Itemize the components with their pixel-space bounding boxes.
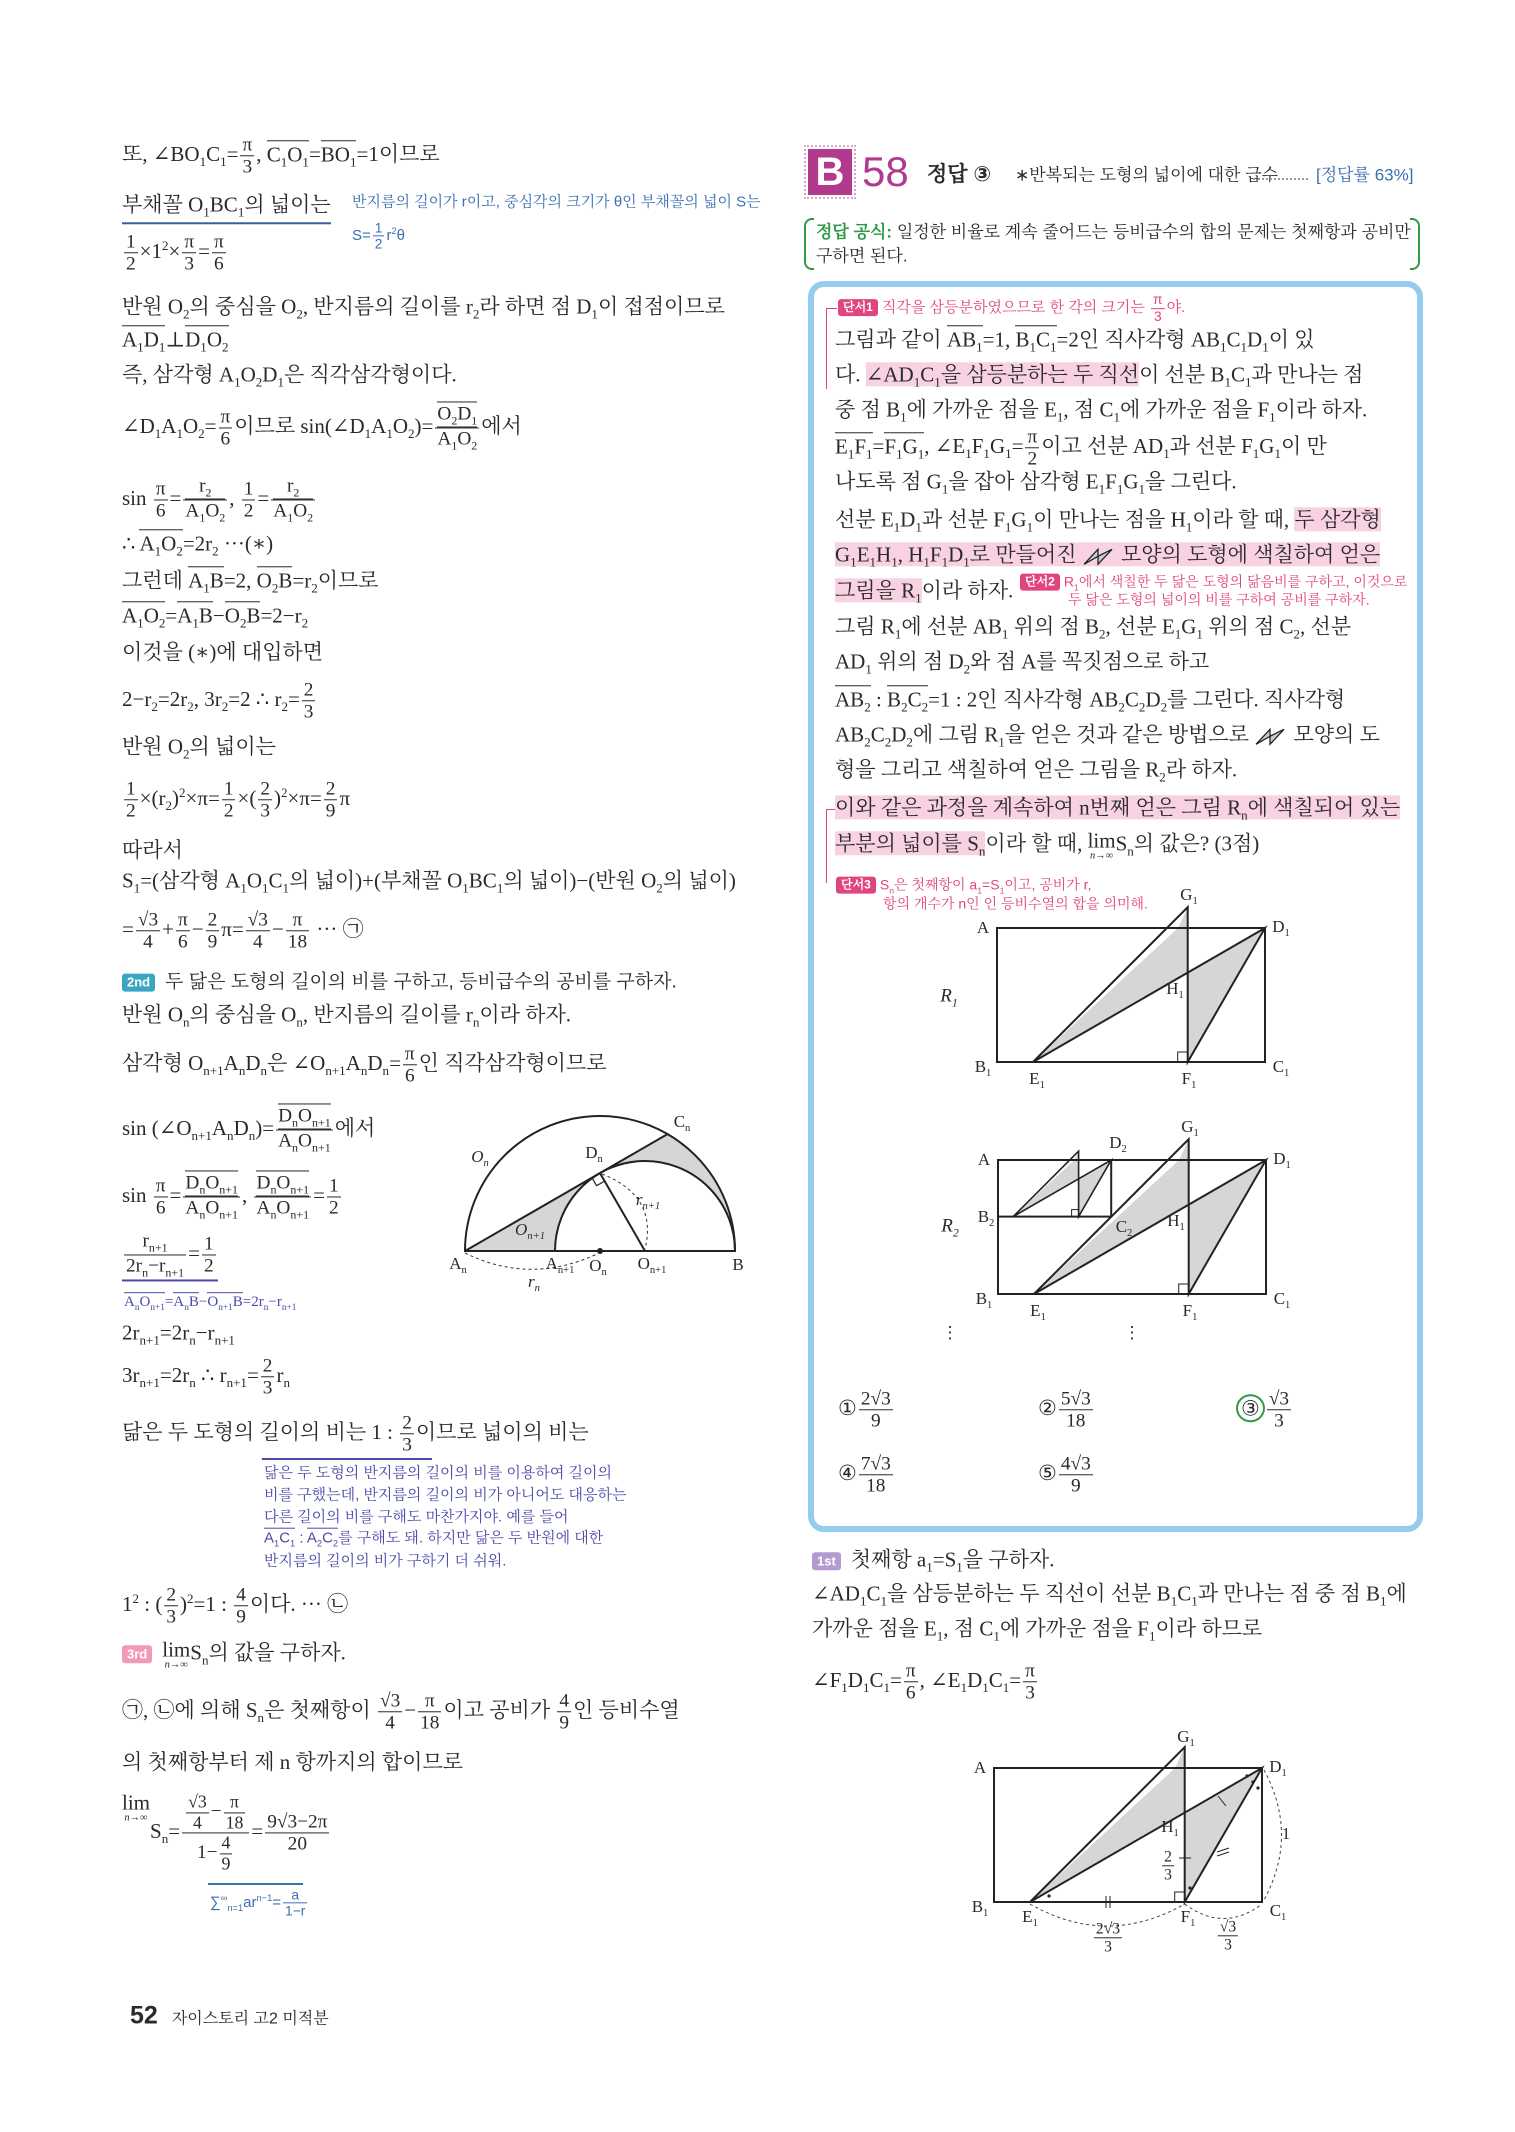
label-D1: $D_1$ [1269, 1756, 1287, 1780]
hint-3 [836, 870, 1091, 897]
ratio-note-line: $A_1C_1$ : $A_2C_2$를 구해도 돼. 하지만 닮은 두 반원에 대한 [264, 1529, 604, 1549]
highlight: 두 삼각형 [1294, 507, 1381, 532]
label-H1: $H_1$ [1166, 978, 1184, 1002]
choice-4[interactable] [838, 1453, 895, 1496]
fraction: $\frac{2}{3}$ [402, 1412, 412, 1456]
hint-2-text: $R_1$에서 색칠한 두 닮은 도형의 닮음비를 구하고, 이것으로 [1063, 573, 1408, 593]
semicircle-diagram [600, 1251, 601, 1252]
limit-symbol: lim n→∞ [1087, 828, 1116, 862]
label-G1: $G_1$ [1180, 884, 1198, 908]
problem-line: 나도록 점 $G_1$을 잡아 삼각형 $E_1F_1G_1$을 그린다. [835, 469, 1237, 497]
problem-number: 58 [862, 147, 909, 195]
fraction: $\frac{\pi}{3}$ [1153, 292, 1163, 324]
equation: $\frac{1}{2}$ $\times(r_2)^2\times\pi=$ $\frac{1}{2}$ ×( $\frac{2}{3}$ )$^2$×π= $\frac{2}{9}$ π [126, 778, 351, 822]
problem-line: $E_1F_1=F_1G_1$, $\angle E_1F_1G_1=$ $\frac{\pi}{2}$ 이고 선분 $AD_1$과 선분 $F_1G_1$이 만 [835, 426, 1327, 470]
problem-line [835, 794, 1400, 823]
problem-line: 그림과 같이 $AB_1=1$, $B_1C_1=2$인 직사각형 $AB_1C_1D_1$이 있 [835, 327, 1315, 355]
bracket-left [804, 218, 814, 270]
fraction: $\frac{1}{2}$ [126, 778, 136, 822]
tick-mark [1217, 1848, 1229, 1852]
answer-rate: [정답률 63%] [1316, 165, 1414, 185]
dashed-arc [1185, 1904, 1262, 1919]
fraction: $D_nO_{n+1}$ $A_nO_{n+1}$ [256, 1172, 310, 1222]
equation: $\frac{1}{2}$ $\times 1^2\times$ $\frac{\pi}{3}$ = $\frac{\pi}{6}$ [126, 231, 224, 275]
fraction: $\frac{\pi}{6}$ [220, 406, 231, 450]
step-2-heading [122, 968, 677, 995]
label-G1: $G_1$ [1181, 1116, 1199, 1140]
text-line: 또, $\angle BO_1C_1=$ $\frac{\pi}{3}$ , $C_1O_1=BO_1=1$이므로 [122, 134, 440, 178]
highlight: 그림을 $R_1$ [835, 578, 922, 606]
label-On: $O_n$ [471, 1146, 489, 1170]
choice-mark: ⑤ [1038, 1460, 1057, 1485]
fraction: $\frac{5√3}{18}$ [1060, 1388, 1091, 1432]
shaded-shape-icon [1254, 726, 1288, 746]
label-A: A [977, 1150, 991, 1169]
label-C1: $C_1$ [1269, 1900, 1287, 1924]
limit-symbol: lim n→∞ [162, 1637, 191, 1671]
problem-line: 중 점 $B_1$에 가까운 점을 $E_1$, 점 $C_1$에 가까운 점을 $F_1$이라 하자. [835, 397, 1368, 425]
hint-connector [826, 809, 835, 883]
label-B1: $B_1$ [975, 1288, 993, 1312]
sector-area-formula: S= $\frac{1}{2}$ $r^2\theta$ [352, 220, 405, 252]
label-F1: $F_1$ [1182, 1300, 1198, 1324]
hint-1-text: 직각을 삼등분하였으므로 한 각의 크기는 $\frac{\pi}{3}$ 야. [881, 292, 1186, 324]
label-H1: $H_1$ [1161, 1816, 1179, 1840]
label-A: A [973, 1758, 987, 1777]
continuation-dots: ⋮ [1123, 1323, 1141, 1342]
fraction: $\frac{O_2D_1}{A_1O_2}$ [437, 403, 478, 453]
formula-line [816, 221, 1411, 242]
label-An: $A_n$ [449, 1253, 467, 1277]
solution-line: $\angle F_1D_1C_1=$ $\frac{\pi}{6}$ , $\angle E_1D_1C_1=$ $\frac{\pi}{3}$ [812, 1660, 1035, 1704]
step-2-tag: 2nd [122, 974, 155, 992]
text-line: 따라서 [122, 837, 183, 862]
blue-note-equation: $A_nO_{n+1}=A_nB-O_{n+1}B=2r_n-r_{n+1}$ [124, 1294, 297, 1314]
label-rn: $r_n$ [528, 1271, 540, 1295]
fraction: $\frac{\pi}{3}$ [184, 231, 195, 275]
problem-line: 형을 그리고 색칠하여 얻은 그림을 $R_2$라 하자. [835, 757, 1238, 785]
text-line: 반원 $O_n$의 중심을 $O_n$, 반지름의 길이를 $r_n$이라 하자. [122, 1002, 572, 1030]
dashed-arc [1264, 1770, 1282, 1900]
label-E1: $E_1$ [1022, 1906, 1038, 1930]
fraction: $\frac{\pi}{3}$ [1025, 1660, 1035, 1704]
choice-mark: ② [1038, 1395, 1057, 1420]
fraction: $\frac{2}{3}$ [260, 778, 270, 822]
fraction: $\frac{√3}{3}$ [1219, 1918, 1237, 1954]
fraction: $\frac{1}{2}$ [223, 778, 234, 822]
highlight: 이와 같은 과정을 계속하여 n번째 얻은 그림 $R_n$에 색칠되어 있는 [835, 795, 1401, 823]
fraction: $\frac{\pi}{18}$ [287, 909, 308, 953]
fraction: $\frac{2}{3}$ [262, 1355, 273, 1399]
label-B1: $B_1$ [971, 1896, 989, 1920]
text-line: 반원 $O_2$의 중심을 $O_2$, 반지름의 길이를 $r_2$라 하면 점 $D_1$이 접점이므로 [122, 294, 725, 322]
text-line: 반원 $O_2$의 넓이는 [122, 734, 276, 762]
label-B2: $B_2$ [977, 1206, 995, 1230]
choice-mark: ④ [838, 1460, 857, 1485]
equation: $\sin (\angle O_{n+1}A_nD_n)=$ $D_nO_{n+1}$ $A_nO_{n+1}$ 에서 [122, 1105, 376, 1155]
fraction: $D_nO_{n+1}$ $A_nO_{n+1}$ [278, 1105, 331, 1155]
problem-line: 선분 $E_1D_1$과 선분 $F_1G_1$이 만나는 점을 $H_1$이라 할 때, 두 삼각형 [835, 507, 1381, 535]
hint-2-text: 두 닮은 도형의 넓이의 비를 구하여 공비를 구하자. [1068, 591, 1370, 608]
choice-value [857, 1453, 895, 1497]
label-A: A [976, 918, 990, 937]
problem-line: 다. $\angle AD_1C_1$을 삼등분하는 두 직선이 선분 $B_1C_1$과 만나는 점 [835, 362, 1364, 390]
hint-3-tag: 단서3 [836, 876, 876, 893]
label-C1: $C_1$ [1272, 1056, 1290, 1080]
problem-line: $AD_1$ 위의 점 $D_2$와 점 A를 꼭짓점으로 하고 [835, 649, 1210, 677]
choice-mark: ③ [1236, 1394, 1265, 1422]
label-D1: $D_1$ [1273, 1148, 1291, 1172]
fraction: $\frac{√3}{4}$ [137, 909, 159, 953]
text-line: 닮은 두 도형의 길이의 비는 1 : $\frac{2}{3}$ 이므로 넓이의 비는 [122, 1412, 589, 1456]
step-3-heading [122, 1639, 346, 1671]
solution-diagram [994, 1768, 995, 1769]
label-fc-length [1216, 1918, 1240, 1953]
R1-diagram [997, 928, 998, 929]
highlight: $G_1E_1H_1$, $H_1F_1D_1$로 만들어진 모양의 도형에 색칠하여 얻은 [835, 542, 1381, 570]
label-C1: $C_1$ [1273, 1288, 1291, 1312]
fraction: $\frac{\pi}{6}$ [155, 478, 166, 522]
fraction: $\frac{r_2}{A_1O_2}$ [273, 475, 314, 525]
hint-1-tag: 단서1 [838, 299, 878, 316]
choice-value [1265, 1388, 1293, 1432]
hint-2 [1020, 567, 1407, 594]
fraction: $\frac{r_2}{A_1O_2}$ [185, 475, 226, 525]
choice-value [1057, 1388, 1095, 1432]
choice-mark: ① [838, 1395, 857, 1420]
fraction: $\frac{√3}{4}$ [247, 909, 268, 953]
ratio-note-line: 다른 길이의 비를 구해도 마찬가지야. 예를 들어 [264, 1508, 569, 1526]
equation: = $\frac{√3}{4}$ + $\frac{\pi}{6}$ − $\frac{2}{9}$ π= $\frac{√3}{4}$ − $\frac{\pi}{18}$ ··· ㉠ [122, 909, 364, 953]
fraction: $\frac{7√3}{18}$ [860, 1453, 891, 1497]
equation: $\frac{r_{n+1}}{2r_n-r_{n+1}}$ = $\frac{1}{2}$ [122, 1230, 218, 1281]
bracket-right [1410, 218, 1420, 270]
text-line: 즉, 삼각형 $A_1O_2D_1$은 직각삼각형이다. [122, 362, 457, 390]
label-R1: $R_1$ [940, 985, 958, 1010]
step-1-tag: 1st [812, 1552, 841, 1570]
fraction: $\frac{\pi}{6}$ [155, 1175, 166, 1219]
label-R2: $R_2$ [941, 1215, 959, 1240]
dotted-leader [1253, 178, 1308, 180]
sector-area-note: 반지름의 길이가 r이고, 중심각의 크기가 θ인 부채꼴의 넓이 S는 [352, 193, 761, 211]
limit-symbol: lim n→∞ [122, 1790, 151, 1824]
solution-line: 가까운 점을 $E_1$, 점 $C_1$에 가까운 점을 $F_1$이라 하므로 [812, 1616, 1263, 1644]
formula-label: 정답 공식: [816, 222, 893, 242]
label-B: B [732, 1255, 744, 1274]
label-F1: $F_1$ [1180, 1906, 1196, 1930]
answer-label: 정답 ③ [927, 162, 992, 186]
text-line: 이것을 (∗)에 대입하면 [122, 639, 324, 664]
fraction: $\frac{1}{2}$ [374, 220, 383, 252]
dashed-arc [465, 1253, 597, 1269]
label-On-center: $O_n$ [589, 1255, 607, 1279]
label-On1: $O_{n+1}$ [637, 1253, 667, 1277]
label-E1: $E_1$ [1029, 1068, 1045, 1092]
fraction: $\frac{\pi}{2}$ [1027, 426, 1038, 470]
formula-text: 일정한 비율로 계속 줄어드는 등비급수의 합의 문제는 첫째항과 공비만 [896, 222, 1411, 242]
equation: sin $\frac{\pi}{6}$ = $\frac{r_2}{A_1O_2}$ , $\frac{1}{2}$ = $\frac{r_2}{A_1O_2}$ [122, 475, 314, 525]
fraction: $\frac{1}{2}$ [126, 231, 136, 275]
text-line: 삼각형 $O_{n+1}A_nD_n$은 $\angle O_{n+1}A_nD_n=$ $\frac{\pi}{6}$ 인 직각삼각형이므로 [122, 1043, 607, 1087]
equation: sin $\frac{\pi}{6}$ = $D_nO_{n+1}$ $A_nO_{n+1}$ , $D_nO_{n+1}$ $A_nO_{n+1}$ = $\frac{1}{2}$ [122, 1172, 339, 1222]
choice-3-selected[interactable] [1236, 1388, 1293, 1431]
label-B1: $B_1$ [974, 1056, 992, 1080]
step-1-text: 첫째항 $a_1=S_1$을 구하자. [850, 1547, 1055, 1575]
fraction: $\frac{2}{9}$ [325, 778, 336, 822]
book-title: 자이스토리 고2 미적분 [171, 2010, 329, 2028]
equation: $2-r_2=2r_2$, $3r_2=2$ ∴ $r_2=$ $\frac{2}{3}$ [122, 679, 314, 723]
label-h-length [1160, 1848, 1176, 1883]
step-1-heading [812, 1546, 1054, 1575]
fraction: $\frac{4}{9}$ [236, 1584, 246, 1628]
choice-value [857, 1388, 895, 1432]
label-C2: $C_2$ [1115, 1216, 1133, 1240]
fraction: $\frac{\pi}{18}$ [420, 1690, 440, 1734]
label-D2: $D_2$ [1109, 1132, 1127, 1156]
formula-text: 구하면 된다. [816, 246, 908, 266]
fraction: $\frac{4}{9}$ [221, 1832, 231, 1874]
fraction: $\frac{\pi}{6}$ [404, 1043, 415, 1087]
hint-3-text: 항의 개수가 n인 인 등비수열의 합을 의미해. [883, 895, 1148, 912]
fraction: $\frac{\pi}{18}$ [225, 1791, 244, 1832]
fraction: $\frac{4}{9}$ [559, 1690, 570, 1734]
label-Dn: $D_n$ [585, 1142, 603, 1166]
page-number: 52 [130, 2001, 158, 2030]
underline [208, 1883, 303, 1885]
label-ef-length [1092, 1920, 1124, 1955]
fraction: $\frac{a}{1-r}$ [285, 1887, 306, 1919]
fraction: $\frac{2√3}{9}$ [860, 1388, 891, 1432]
label-D1: $D_1$ [1272, 916, 1290, 940]
fraction: $\frac{r_{n+1}}{2r_n-r_{n+1}}$ [126, 1230, 185, 1280]
shaded-shape-icon [1082, 546, 1116, 566]
fraction: $\frac{2}{9}$ [207, 909, 218, 953]
text-line: 그런데 $A_1B=2$, $O_2B=r_2$이므로 [122, 568, 379, 596]
hint-3-text: $S_n$은 첫째항이 $a_1=S_1$이고, 공비가 r, [879, 876, 1092, 896]
label-G1: $G_1$ [1177, 1726, 1195, 1750]
center-point [597, 1248, 603, 1254]
tick-mark [1217, 1852, 1229, 1856]
fraction: $\frac{1}{2}$ [203, 1233, 214, 1277]
equation: $1^2$ : ( $\frac{2}{3}$ )$^2$=1 : $\frac{4}{9}$ 이다. ··· ㉡ [122, 1584, 349, 1628]
label-An1: $A_{n+1}$ [545, 1253, 575, 1277]
label-Cn: $C_n$ [673, 1111, 691, 1135]
highlight: $\angle AD_1C_1$을 삼등분하는 두 직선 [865, 362, 1140, 390]
label-rn1: $r_{n+1}$ [635, 1189, 661, 1213]
highlight: 부분의 넓이를 $S_n$ [835, 831, 986, 859]
step-3-text: lim n→∞ $S_n$의 값을 구하자. [162, 1637, 346, 1671]
R2-diagram [998, 1160, 999, 1161]
section-badge: B [808, 149, 852, 195]
label-F1: $F_1$ [1181, 1068, 1197, 1092]
choice-1[interactable] [838, 1388, 895, 1431]
ratio-note-line: 비를 구했는데, 반지름의 길이의 비가 아니어도 대응하는 [264, 1486, 627, 1504]
fraction: $\frac{√3}{4}$ − $\frac{\pi}{18}$ 1− $\frac{4}{9}$ [182, 1792, 249, 1873]
underline [262, 1458, 432, 1460]
label-H1: $H_1$ [1167, 1210, 1185, 1234]
sector-area-text: 부채꼴 $O_1BC_1$의 넓이는 [122, 191, 331, 224]
problem-line: $AB_2C_2D_2$에 그림 $R_1$을 얻은 것과 같은 방법으로 모양의 도 [835, 722, 1380, 750]
continuation-dots: ⋮ [941, 1323, 959, 1342]
step-2-text: 두 닮은 도형의 길이의 비를 구하고, 등비급수의 공비를 구하자. [165, 971, 677, 993]
text-line: 의 첫째항부터 제 n 항까지의 합이므로 [122, 1749, 464, 1774]
problem-line: 부분의 넓이를 $S_n$이라 할 때, lim n→∞ $S_n$의 값은? (3점) [835, 828, 1260, 862]
equation: ∴ $A_1O_2=2r_2$ ···(∗) [122, 531, 274, 559]
fraction: $D_nO_{n+1}$ $A_nO_{n+1}$ [185, 1172, 238, 1222]
label-On1-inner: $O_{n+1}$ [515, 1219, 545, 1243]
step-3-tag: 3rd [122, 1645, 152, 1663]
problem-line: 그림 $R_1$에 선분 $AB_1$ 위의 점 $B_2$, 선분 $E_1G_1$ 위의 점 $C_2$, 선분 [835, 614, 1352, 642]
equation: $\angle D_1A_1O_2=$ $\frac{\pi}{6}$ 이므로 $\sin(\angle D_1A_1O_2)=$ $\frac{O_2D_1}{A_1O_2}$ 에서 [122, 403, 522, 453]
fraction: $\frac{4√3}{9}$ [1060, 1453, 1091, 1497]
page-footer [130, 2000, 329, 2031]
label-side-length: 1 [1281, 1824, 1291, 1843]
solution-line: $\angle AD_1C_1$을 삼등분하는 두 직선이 선분 $B_1C_1$과 만나는 점 중 점 $B_1$에 [812, 1581, 1407, 1609]
hint-2-tag: 단서2 [1020, 573, 1060, 590]
hint-1 [838, 292, 1185, 324]
fraction: $\frac{1}{2}$ [328, 1175, 339, 1219]
equation: $2r_{n+1}=2r_n-r_{n+1}$ [122, 1320, 235, 1348]
label-E1: $E_1$ [1030, 1300, 1046, 1324]
problem-line: $AB_2$ : $B_2C_2=1$ : 2인 직사각형 $AB_2C_2D_2$를 그린다. 직사각형 [835, 687, 1346, 715]
fraction: $\frac{\pi}{6}$ [177, 909, 188, 953]
equation: $3r_{n+1}=2r_n$ ∴ $r_{n+1}=$ $\frac{2}{3}$ $r_n$ [122, 1355, 290, 1399]
fraction: $\frac{2}{3}$ [303, 679, 314, 723]
geometric-series-note: $\sum^\infty_{n=1}ar^{n-1}=$ $\frac{a}{1-r}$ [210, 1887, 306, 1919]
problem-topic: ∗반복되는 도형의 넓이에 대한 급수 [1015, 165, 1279, 185]
fraction: $\frac{√3}{4}$ [188, 1791, 207, 1832]
fraction: $\frac{\pi}{3}$ [242, 134, 253, 178]
right-angle-mark [1175, 1892, 1185, 1902]
ratio-note-line: 닮은 두 도형의 반지름의 길이의 비를 이용하여 길이의 [264, 1464, 612, 1482]
equation: $S_1=$(삼각형 $A_1O_1C_1$의 넓이)+(부채꼴 $O_1BC_1$의 넓이)−(반원 $O_2$의 넓이) [122, 868, 736, 896]
text-line: ㉠, ㉡에 의해 $S_n$은 첫째항이 $\frac{√3}{4}$ − $\frac{\pi}{18}$ 이고 공비가 $\frac{4}{9}$ 인 등비수열 [122, 1690, 680, 1734]
fraction: $\frac{√3}{4}$ [380, 1690, 401, 1734]
problem-line: 그림을 $R_1$이라 하자. [835, 578, 1014, 606]
equation: lim n→∞ $S_n=$ $\frac{√3}{4}$ − $\frac{\pi}{18}$ 1− $\frac{4}{9}$ = $\frac{9√3-2\pi}{20}$ [122, 1790, 328, 1874]
choice-5[interactable] [1038, 1453, 1095, 1496]
fraction: $\frac{2√3}{3}$ [1095, 1920, 1121, 1956]
fraction: $\frac{9√3-2\pi}{20}$ [267, 1811, 328, 1855]
choice-value [1057, 1453, 1095, 1497]
fraction: $\frac{1}{2}$ [243, 478, 254, 522]
fraction: $\frac{√3}{3}$ [1268, 1388, 1290, 1432]
fraction: $\frac{2}{3}$ [1164, 1848, 1172, 1884]
equation: $A_1O_2=A_1B-O_2B=2-r_2$ [122, 603, 309, 631]
ratio-note-line: 반지름의 길이의 비가 구하기 더 쉬워. [264, 1552, 507, 1570]
equation: $A_1D_1\perp D_1O_2$ [122, 327, 229, 355]
fraction: $\frac{2}{3}$ [166, 1584, 176, 1628]
fraction: $\frac{\pi}{6}$ [905, 1660, 916, 1704]
choice-2[interactable] [1038, 1388, 1095, 1431]
fraction: $\frac{\pi}{6}$ [213, 231, 224, 275]
